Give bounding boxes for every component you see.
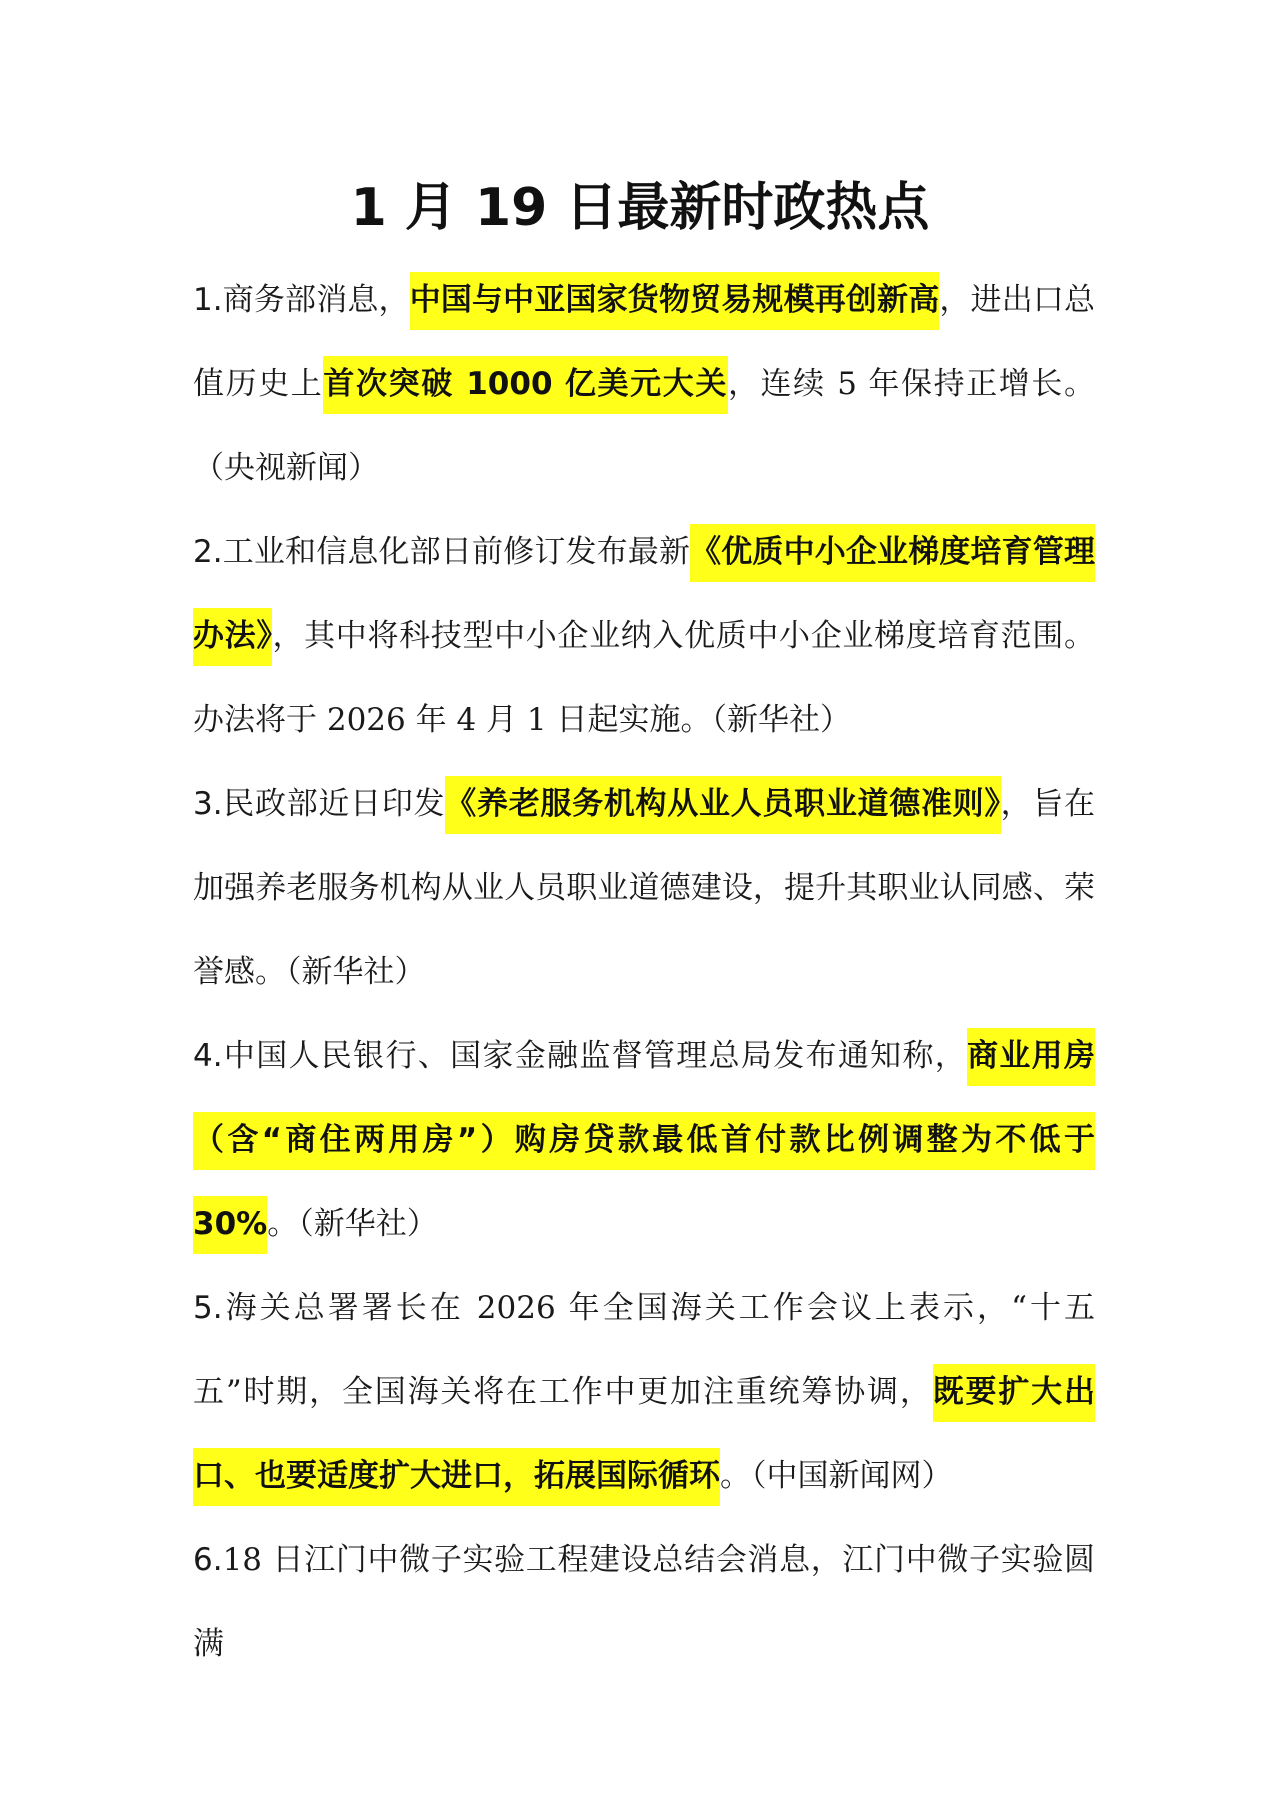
item-number: 2.	[193, 534, 223, 570]
item-text: ，连续 5 年保持正增长。（央视新闻）	[193, 366, 1096, 486]
highlighted-text: 既要扩大出口、也要适度扩大进口，拓展国际循环	[193, 1364, 1095, 1506]
item-text: 。（中国新闻网）	[720, 1458, 953, 1494]
news-item-5	[193, 1266, 1095, 1518]
news-item-3	[193, 762, 1095, 1014]
item-text: ，其中将科技型中小企业纳入优质中小企业梯度培育范围。办法将于 2026 年 4 月 1 日起实施。（新华社）	[193, 618, 1095, 738]
news-item-2	[193, 510, 1095, 762]
item-text: ，进出口总值历史上	[193, 282, 1096, 402]
item-number: 4.	[193, 1038, 223, 1074]
item-text: 工业和信息化部日前修订发布最新	[222, 534, 691, 570]
item-number: 1.	[193, 282, 223, 318]
highlighted-text: 商业用房（含“商住两用房”）购房贷款最低首付款比例调整为不低于 30%	[193, 1028, 1095, 1254]
news-item-1	[193, 258, 1095, 510]
highlighted-text: 首次突破 1000 亿美元大关	[323, 356, 728, 414]
item-number: 6.	[193, 1542, 223, 1578]
item-text: 18 日江门中微子实验工程建设总结会消息，江门中微子实验圆满	[193, 1542, 1095, 1662]
item-text: 。（新华社）	[267, 1206, 438, 1242]
item-text: 中国人民银行、国家金融监督管理总局发布通知称，	[222, 1038, 968, 1074]
item-number: 3.	[193, 786, 223, 822]
news-item-4	[193, 1014, 1095, 1266]
news-list	[193, 258, 1095, 1686]
item-number: 5.	[193, 1290, 223, 1326]
item-text: 民政部近日印发	[222, 786, 446, 822]
item-text: 海关总署署长在 2026 年全国海关工作会议上表示，“十五五”时期，全国海关将在工作中更加注重统筹协调，	[193, 1290, 1095, 1410]
news-item-6	[193, 1518, 1095, 1686]
highlighted-text: 《养老服务机构从业人员职业道德准则》	[445, 776, 1000, 834]
highlighted-text: 《优质中小企业梯度培育管理办法》	[193, 524, 1095, 666]
item-text: ，旨在加强养老服务机构从业人员职业道德建设，提升其职业认同感、荣誉感。（新华社）	[193, 786, 1096, 990]
page-title: 1 月 19 日最新时政热点	[350, 178, 930, 238]
item-text: 商务部消息，	[222, 282, 410, 318]
highlighted-text: 中国与中亚国家货物贸易规模再创新高	[410, 272, 940, 330]
